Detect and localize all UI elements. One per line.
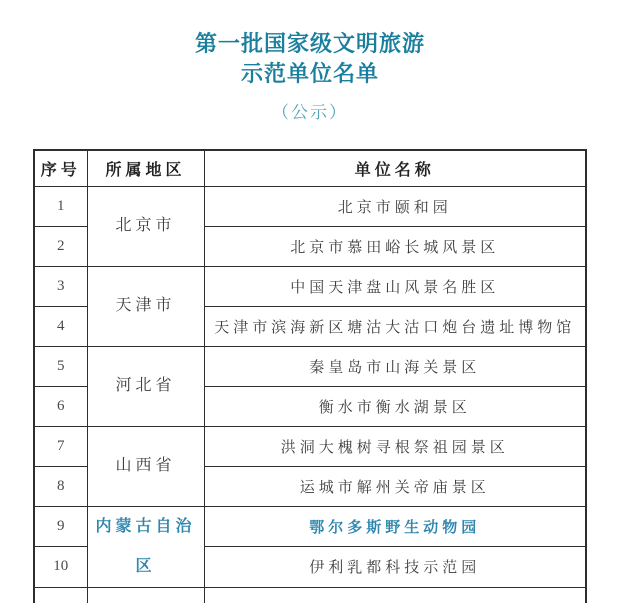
unit-cell: 北京市颐和园 xyxy=(204,186,586,226)
unit-cell: 天津市滨海新区塘沽大沽口炮台遗址博物馆 xyxy=(204,306,586,346)
table-row-11-clipped xyxy=(34,587,586,603)
table-header-row xyxy=(34,150,586,186)
unit-cell: 洪洞大槐树寻根祭祖园景区 xyxy=(204,426,586,466)
serial-cell: 7 xyxy=(34,426,87,466)
unit-cell: 北京市慕田峪长城风景区 xyxy=(204,226,586,266)
subtitle-public-notice: （公示） xyxy=(272,103,348,122)
region-cell-hebei: 河北省 xyxy=(87,346,204,426)
region-cell-beijing: 北京市 xyxy=(87,186,204,266)
unit-cell: 中国天津盘山风景名胜区 xyxy=(204,266,586,306)
serial-cell: 9 xyxy=(34,506,87,547)
region-cell xyxy=(87,587,204,603)
units-table xyxy=(33,149,587,603)
region-cell-tianjin: 天津市 xyxy=(87,266,204,346)
table-row-5 xyxy=(34,346,586,386)
column-header-unit: 单位名称 xyxy=(204,150,586,186)
unit-cell: 秦皇岛市山海关景区 xyxy=(204,346,586,386)
unit-cell: 衡水市衡水湖景区 xyxy=(204,386,586,426)
serial-cell: 8 xyxy=(34,466,87,506)
serial-cell: 6 xyxy=(34,386,87,426)
serial-cell: 2 xyxy=(34,226,87,266)
title-line-2: 示范单位名单 xyxy=(240,61,379,86)
unit-cell: 运城市解州关帝庙景区 xyxy=(204,466,586,506)
title-line-1: 第一批国家级文明旅游 xyxy=(194,31,425,56)
table-row-9 xyxy=(34,506,586,547)
column-header-region: 所属地区 xyxy=(87,150,204,186)
column-header-serial: 序号 xyxy=(34,150,87,186)
unit-cell: 伊利乳都科技示范园 xyxy=(204,547,586,588)
table-row-7 xyxy=(34,426,586,466)
serial-cell: 3 xyxy=(34,266,87,306)
serial-cell: 4 xyxy=(34,306,87,346)
serial-cell: 10 xyxy=(34,547,87,588)
unit-cell xyxy=(204,587,586,603)
table-row-1 xyxy=(34,186,586,226)
region-cell-inner-mongolia: 内蒙古自治区 xyxy=(87,506,204,587)
serial-cell: 5 xyxy=(34,346,87,386)
table-row-3 xyxy=(34,266,586,306)
serial-cell: 1 xyxy=(34,186,87,226)
document-title-block xyxy=(0,0,620,123)
serial-cell xyxy=(34,587,87,603)
unit-cell-highlighted: 鄂尔多斯野生动物园 xyxy=(204,506,586,547)
region-cell-shanxi: 山西省 xyxy=(87,426,204,506)
